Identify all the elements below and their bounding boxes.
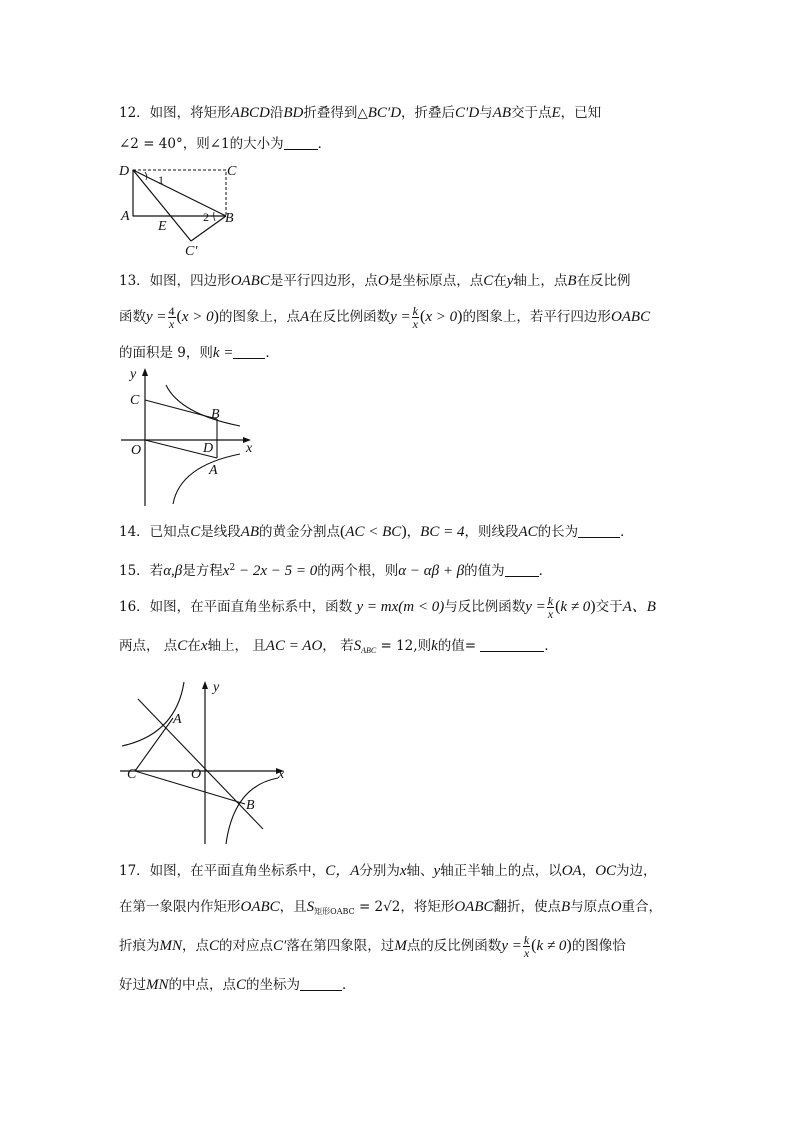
angle-1-label: 1 [158, 173, 164, 187]
label-A: A [209, 463, 218, 478]
label-O: O [191, 767, 202, 782]
var: C′D [455, 105, 480, 121]
var: ABCD [230, 105, 270, 121]
label-B: B [211, 407, 220, 422]
angle-2-label: 2 [203, 210, 209, 224]
answer-blank[interactable] [578, 524, 620, 538]
label-A: A [173, 712, 182, 727]
q16-line-1: 16．如图，在平面直角坐标系中，函数 y = mx(m < 0)与反比例函数y = $\frac{k}{x}$ (k ≠ 0)交于A、B [119, 594, 656, 621]
var: E [551, 105, 561, 121]
label-C: C [227, 164, 237, 179]
angle-given: ∠2 = 40° [119, 136, 183, 152]
fraction-4-over-x: $\frac{4}{x}$ [168, 304, 175, 331]
axis-y-label: y [213, 680, 220, 695]
answer-blank[interactable] [505, 563, 539, 577]
var: BC′D [367, 105, 402, 121]
label-D: D [119, 164, 130, 179]
q16-line-2: 两点， 点C在x轴上， 且AC = AO， 若$S_{ABC} = 12$,则k的值= ． [119, 638, 558, 655]
axis-y-label: y [130, 367, 137, 382]
answer-blank[interactable] [300, 977, 342, 991]
q13-line-3: 的面积是 9，则k = ． [119, 345, 279, 361]
label-C-prime: C′ [185, 244, 198, 259]
label-B: B [225, 211, 234, 226]
q12-figure [115, 160, 245, 260]
q17-line-2: 在第一象限内作矩形OABC，且$S_{矩形OABC} = 2√2$，将矩形OABC翻折，使点B与原点O重合， [119, 899, 663, 916]
fraction-k-over-x: $\frac{k}{x}$ [547, 594, 554, 621]
answer-blank[interactable] [233, 345, 265, 359]
q13-figure [118, 366, 258, 511]
axis-x-label: x [278, 767, 285, 782]
q12-line-1: 12．如图，将矩形ABCD沿BD折叠得到△BC′D，折叠后C′D与AB交于点E，已知 [119, 105, 602, 121]
answer-blank[interactable] [284, 136, 318, 150]
answer-blank[interactable] [480, 638, 544, 652]
q13-line-1: 13．如图，四边形OABC是平行四边形，点O是坐标原点，点C在y轴上，点B在反比例 [119, 273, 631, 289]
var: AB [492, 105, 511, 121]
q14-line: 14．已知点C是线段AB的黄金分割点(AC < BC)，BC = 4，则线段AC的长为 ． [119, 523, 634, 540]
q13-line-2: 函数y = $\frac{4}{x}$ (x > 0)的图象上，点A在反比例函数y = $\frac{k}{x}$ (x > 0)的图象上，若平行四边形OABC [119, 304, 651, 331]
var: BD [283, 105, 304, 121]
fraction-k-over-x: $\frac{k}{x}$ [412, 304, 418, 331]
q17-line-4: 好过MN的中点，点C的坐标为 ． [119, 977, 356, 993]
q12-line-2: ∠2 = 40°，则∠1的大小为 ． [119, 136, 332, 152]
label-C: C [127, 767, 137, 782]
q17-line-3: 折痕为MN，点C的对应点C′落在第四象限，过M点的反比例函数y = $\frac{k}{x}$ (k ≠ 0)的图像恰 [119, 933, 626, 960]
label-B: B [246, 798, 255, 813]
label-O: O [131, 443, 142, 458]
fraction-k-over-x: $\frac{k}{x}$ [523, 933, 530, 960]
axis-x-label: x [246, 441, 253, 456]
label-E: E [158, 219, 167, 234]
q15-line: 15．若α,β是方程$x^2 - 2x - 5 = 0$的两个根，则α − αβ + β的值为 ． [119, 563, 553, 579]
label-D: D [203, 441, 214, 456]
label-A: A [121, 209, 130, 224]
label-C: C [130, 393, 140, 408]
q16-figure [118, 676, 293, 848]
q17-line-1: 17．如图，在平面直角坐标系中，C，A分别为x轴、y轴正半轴上的点，以OA，OC为边， [119, 863, 657, 879]
